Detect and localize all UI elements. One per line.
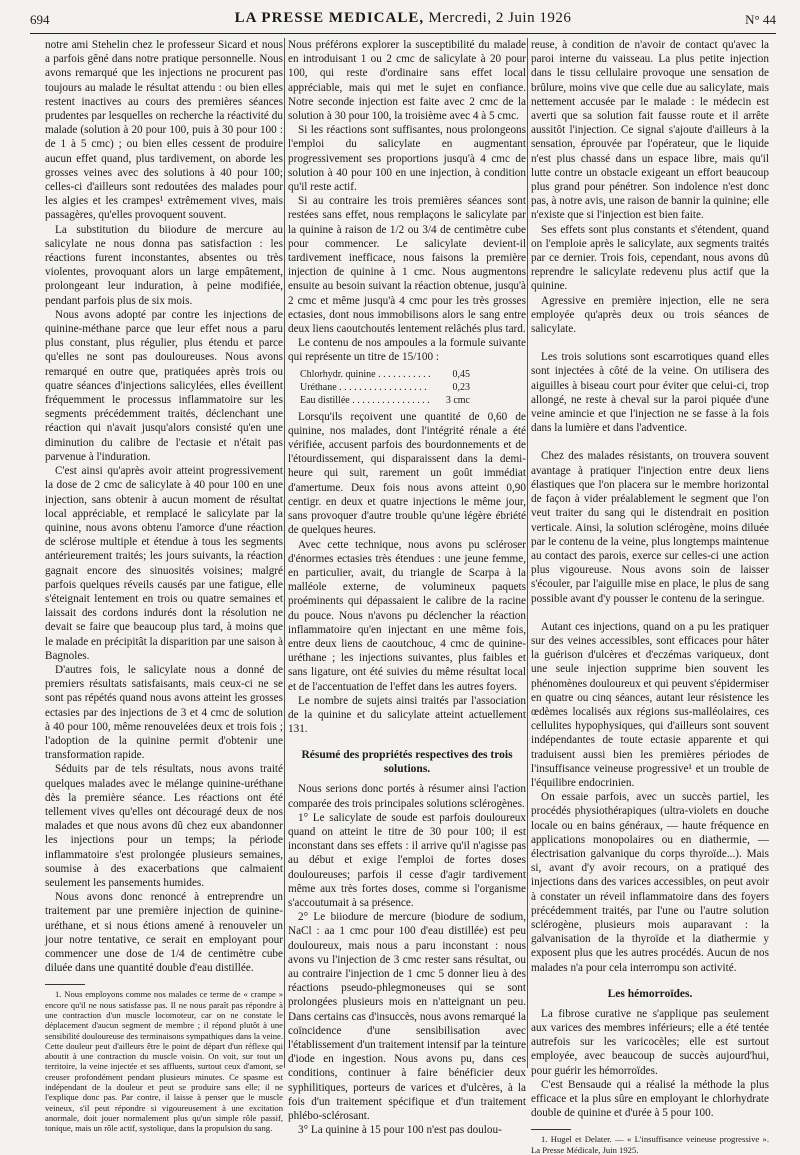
paragraph: La substitution du biiodure de mercure au salicylate ne nous donna pas satisfaction : les réactions furent inconstantes, absentes ou très violentes, provoquant alors un large empâtement, prolongeant leur induration, à peine modifiée, pendant parfois plus de six mois. [45, 223, 283, 307]
running-title [30, 10, 776, 27]
paragraph: Le contenu de nos ampoules a la formule suivante qui représente un titre de 15/100 : [288, 337, 526, 364]
paragraph: Nous avons adopté par contre les injections de quinine-méthane parce que leur effet nous a paru plus constant, plus régulier, plus étendu et parce qu'elles ne sont pas douloureuses. Nous avons remarqué en outre que, pratiquées après trois ou quatre séances d'injections salicylées, elles éveillent fréquemment le processus inflammatoire sur les segments précédemment traités, déclenchant une réaction qui n'avait jusqu'alors consisté qu'en une diminution du calibre de l'ectasie et n'était pas parvenue à l'induration. [45, 308, 283, 463]
paragraph: Ses effets sont plus constants et s'étendent, quand on l'emploie après le salicylate, aux segments traités par ce dernier. Trois fois, cependant, nous avons dû reprendre le salicylate redevenu plus actif que la quinine. [531, 223, 769, 293]
paragraph: Séduits par de tels résultats, nous avons traité quelques malades avec le mélange quinine-uréthane dès la première séance. Les réactions ont été tellement vives qu'elles ont découragé deux de nos malades et que nous avons dû chez eux abandonner les injections pour un temps; la période inflammatoire s'est prolongée plusieurs semaines, soumise à des exacerbations que calmaient seulement les pansements humides. [45, 763, 283, 889]
paragraph: Agressive en première injection, elle ne sera employée qu'après deux ou trois séances de salicylate. [531, 294, 769, 336]
paragraph: C'est ainsi qu'après avoir atteint progressivement la dose de 2 cmc de salicylate à 40 pour 100 en une injection, sans obtenir à aucun moment de résultat local appréciable, et remplacé le salicylate par la quinine, nous avons obtenu l'amorce d'une réaction de sclérose multiple et étendue à tous les segments antérieurement traités; les jours suivants, la réaction gagnait encore des sinuosités voisines; malgré parfois quelques réveils causés par une fatigue, elle s'éteignait lentement en trois ou quatre semaines et laissait des cordons indurés dont la résolution ne devait se faire que beaucoup plus tard, à moins que le malade en précipitât la disparition par une saison à Bagnoles. [45, 465, 283, 662]
footnote [531, 1134, 769, 1155]
footnote-rule [531, 1129, 571, 1130]
paragraph: Nous serions donc portés à résumer ainsi l'action comparée des trois principales solutions sclérogènes. [288, 783, 526, 810]
paragraph: Si au contraire les trois premières séances sont restées sans effet, nous remplaçons le salicylate par la quinine à raison de 1/2 ou 3/4 de centimètre cube pour commencer. Le salicylate devient-il tardivement inefficace, nous faisons la première injection de quinine à 1 cmc. Nous augmentons ensuite au besoin suivant la réaction obtenue, jusqu'à 2 cmc et même jusqu'à 4 cmc pour les très grosses ectasies, dont nous immobilisons alors le sang entre deux liens caoutchoutés lentement relâchés plus tard. [288, 195, 526, 336]
section-heading: Résumé des propriétés respectives des trois solutions. [301, 749, 513, 776]
paragraph: Si les réactions sont suffisantes, nous prolongeons l'emploi du salicylate en augmentant progressivement ses proportions jusqu'à 4 cmc de solution à 40 pour 100 en une injection, à condition qu'il reste actif. [288, 124, 526, 194]
paragraph: Nous avons donc renoncé à entreprendre un traitement par une première injection de quinine-uréthane, et si nous étions amené à renouveler un jour notre tentative, ce serait en employant pour commencer une dose de 1/4 de centimètre cube diluée dans une quantité double d'eau distillée. [45, 891, 283, 975]
paragraph: D'autres fois, le salicylate nous a donné de premiers résultats satisfaisants, mais ceux-ci ne se sont pas répétés quand nous avons atteint les grosses ectasies par des injections de 3 et 4 cmc de solution à 40 pour 100, même renouvelées deux et trois fois ; l'adoption de la quinine permit d'obtenir une transformation rapide. [45, 663, 283, 762]
paragraph: On essaie parfois, avec un succès partiel, les procédés physiothérapiques (ultra-violets en douche locale ou en bains généraux, — haute fréquence en applications monopolaires ou en diathermie, — électrisation galvanique du corps thyroïde...). Mais si, avant d'y avoir recours, on a pratiqué des injections dans des varices accessibles, on peut avoir à constater un réveil inflammatoire dans des foyers précédemment traités, par l'une ou l'autre solution sclérogène, plusieurs mois auparavant : la galvanisation de la thyroïde et la diathermie y exposent plus que les autres procédés. Aucun de nos malades n'a pour cela interrompu son activité. [531, 791, 769, 974]
issue-date: Mercredi, 2 Juin 1926 [428, 10, 572, 26]
formula-row [300, 381, 470, 394]
footnote-rule [45, 984, 85, 985]
formula-value: 0,23 [452, 381, 470, 393]
paragraph: C'est Bensaude qui a réalisé la méthode la plus efficace et la plus sûre en employant le chlorhydrate double de quinine et d'urée à 5 pour 100. [531, 1078, 769, 1120]
formula-value: 3 cmc [445, 394, 470, 406]
paragraph: Le nombre de sujets ainsi traités par l'association de la quinine et du salicylate atteint actuellement 131. [288, 694, 526, 736]
formula-row [300, 394, 470, 407]
formula-table [300, 368, 470, 407]
paragraph: 2° Le biiodure de mercure (biodure de sodium, NaCl : aa 1 cmc pour 100 d'eau distillée) est peu douloureux, mais nous a paru inconstant : nous avons vu l'injection de 3 cmc rester sans résultat, ou au contraire l'injection de 1 cmc 5 donner lieu à des réactions pseudo-phlegmoneuses qui se sont prolongées plusieurs mois en n'atteignant un peu. Dans certains cas d'insuccès, nous avons remarqué la coïncidence d'une sensibilisation avec l'établissement d'un traitement intensif par la teinture d'iode en ingestion. Nous avons pu, dans ces conditions, continuer à faire bénéficier deux syphilitiques, porteurs de varices et d'ulcères, à la fois d'un traitement spécifique et d'un traitement phlébo-sclérosant. [288, 911, 526, 1123]
paragraph: Les trois solutions sont escarrotiques quand elles sont injectées à côté de la veine. On utilisera des aiguilles à biseau court pour éviter que celui-ci, trop allongé, ne reste à cheval sur la paroi piquée d'une veine amincie et que l'injection ne se fasse à la fois dans la lumière et dans l'adventice. [531, 351, 769, 435]
paragraph: 3° La quinine à 15 pour 100 n'est pas doulou- [298, 1124, 502, 1137]
paragraph: Autant ces injections, quand on a pu les pratiquer sur des veines accessibles, sont efficaces pour hâter la guérison d'ulcères et d'eczémas variqueux, dont une seule injection supprime bien souvent les phénomènes douloureux et qui peuvent s'épidermiser en quatre ou cinq séances, autant leur résistence les œdèmes localisés aux régions sus-malléolaires, ces cellulites hypophysiques, qui d'ailleurs sont souvent indépendantes de toute ectasie apparente et qui traduisent aussi bien les premières périodes de l'insuffisance veineuse progressive¹ et un trouble de l'équilibre endocrinien. [531, 620, 769, 789]
footnote-text: 1. Hugel et Delater. — « L'insuffisance veineuse progressive ». La Presse Médicale, Juin 1925. [531, 1134, 769, 1155]
column-2 [288, 38, 526, 1137]
paragraph: La fibrose curative ne s'applique pas seulement aux varices des membres inférieurs; elle a été tentée autrefois sur les varicocèles; elle est surtout employée, avec beaucoup de succès aujourd'hui, pour guérir les hémorroïdes. [531, 1007, 769, 1077]
paragraph: notre ami Stehelin chez le professeur Sicard et nous a parfois gêné dans notre pratique personnelle. Nous avons remarqué que les injections ne procurent pas toujours au malade le résultat attendu : ou bien elles restent inactives au cours des premières séances prudentes par lesquelles on recherche la réactivité du malade (solution à 20 pour 100, puis à 30 pour 100 : de 1 à 5 cmc) ; ou bien elles cessent de produire aucun effet quand, plus tardivement, on aborde les grosses veines avec des solutions à 40 pour 100; celles-ci d'ailleurs sont redoutées des malades pour les algies et les crampes¹ extrêmement vives, mais passagères, qu'elles provoquent souvent. [45, 39, 283, 222]
footnote-text: 1. Nous employons comme nos malades ce terme de « crampe » encore qu'il ne nous satisfasse pas. Il ne nous paraît pas répondre à une contraction d'un muscle locomoteur, car on ne constate le déplacement d'aucun segment de membre ; il répond plutôt à une sensibilité douloureuse des terminaisons sympathiques dans la veine. Cette douleur peut d'ailleurs être le point de départ d'un réflexe qui aboutit à une contraction du muscle voisin. On voit, sur tout un territoire, la veine injectée et ses affluents, surtout ceux d'amont, se creuser profondément pendant plusieurs minutes. Ce spasme est indépendant de la douleur et peut se produire sans elle; il ne l'explique donc pas. Par contre, il laisse à penser que le muscle veineux, s'il peut répondre si vigoureusement à une excitation anormale, doit jouer normalement plus qu'un simple rôle passif, tonique, mais un rôle actif, systolique, dans la propulsion du sang. [45, 989, 283, 1134]
header-rule [30, 33, 776, 34]
page-number: 694 [30, 12, 50, 27]
column-divider [527, 38, 528, 1068]
footnote [45, 989, 283, 1133]
column-divider [284, 38, 285, 1068]
formula-name: Uréthane . . . [300, 381, 430, 394]
paragraph: 1° Le salicylate de soude est parfois douloureux quand on atteint le titre de 30 pour 100; il est inconstant dans ses effets : il arrive qu'il n'agisse pas au début et exige l'emploi de fortes doses douloureuses; parfois il cesse d'agir tardivement même aux très fortes doses, comme si l'organisme s'accoutumait à sa présence. [288, 811, 526, 909]
formula-value: 0,45 [452, 368, 470, 380]
issue-number: N° 44 [745, 12, 776, 27]
paragraph: reuse, à condition de n'avoir de contact qu'avec la paroi interne du vaisseau. La plus petite injection dans le tissu cellulaire provoque une sensation de brûlure, moins vive que celle due au salicylate, mais nettement accusée par le malade : le médecin est averti que sa solution fait fausse route et il arrête aussitôt l'injection. Ce signal s'ajoute d'ailleurs à la sensation, éprouvée par l'opérateur, que le liquide n'est plus chassé dans un espace libre, mais qu'il lutte contre un obstacle exigeant un effort beaucoup plus grand pour pénétrer. Son indolence n'est donc pas, à notre avis, une raison de bannir la quinine; elle n'existe que si l'injection est bien faite. [531, 39, 769, 222]
section-heading: Les hémorroïdes. [607, 987, 693, 1000]
paragraph: Avec cette technique, nous avons pu scléroser d'énormes ectasies très étendues : une jeune femme, en particulier, avait, du triangle de Scarpa à la malléole externe, de volumineux paquets proéminents qui dépassaient le calibre de la racine du pouce. Nous n'avons pu déclencher la réaction inflammatoire qu'en injectant en une même fois, entre deux liens de caoutchouc, 4 cmc de quinine-uréthane ; les injections suivantes, plus faibles et sans ligature, ont été suivies du même résultat local et de l'accentuation de l'effet dans les autres foyers. [288, 538, 526, 693]
journal-title: LA PRESSE MEDICALE, [234, 10, 425, 26]
column-1 [45, 38, 283, 1134]
paragraph: Lorsqu'ils reçoivent une quantité de 0,60 de quinine, nos malades, dont l'intégrité rénale a été vérifiée, accusent parfois des bourdonnements et de l'étourdissement, qui disparaissent dans la demi-heure qui suit, rarement un goût immédiat d'amertume. Deux fois nous avons atteint 0,90 centigr. en deux et quatre injections le même jour, sans provoquer d'autre trouble qu'une légère ébriété de quelques heures. [288, 410, 526, 537]
column-3 [531, 38, 769, 1155]
page-header [30, 10, 776, 32]
paragraph: Chez des malades résistants, on trouvera souvent avantage à pratiquer l'injection entre deux liens élastiques que l'on placera sur le membre horizontal de façon à vider préalablement le segment que l'on veut traiter du sang qui le distendrait en position verticale. Ainsi, la solution sclérogène, moins diluée par le contenu de la veine, plus longtemps maintenue au contact des parois, exerce sur celles-ci une action plus vigoureuse. Nous avons soin de laisser s'écouler, par l'aiguille mise en place, le plus de sang possible avant d'y pousser le contenu de la seringue. [531, 450, 769, 605]
formula-name: Chlorhydr. quinine . . . [300, 368, 430, 381]
formula-row [300, 368, 470, 381]
formula-name: Eau distillée . . . [300, 394, 430, 407]
paragraph: Nous préférons explorer la susceptibilité du malade en introduisant 1 ou 2 cmc de salicylate à 20 pour 100, qui reste d'ordinaire sans effet local appréciable, mais qui met le sujet en confiance. Notre seconde injection est faite avec 2 cmc de la solution à 30 pour 100, la troisième avec 4 à 5 cmc. [288, 39, 526, 123]
